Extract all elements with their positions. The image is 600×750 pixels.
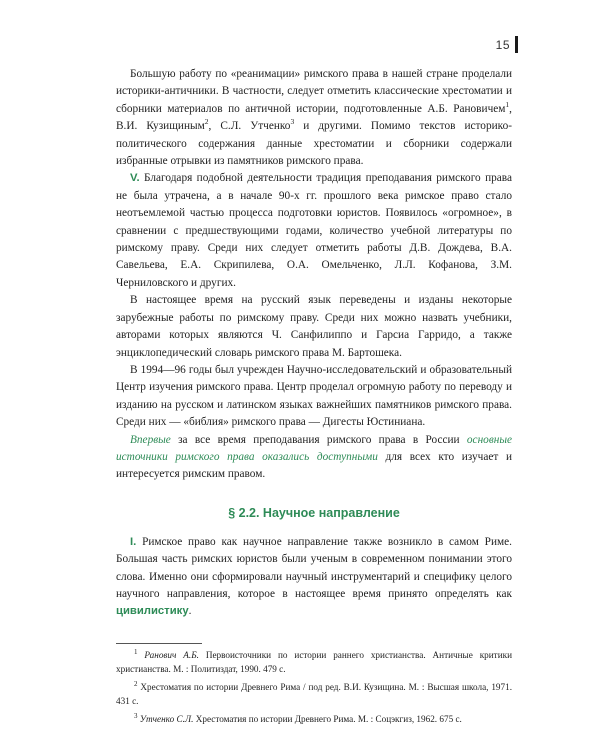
page-marker-bar xyxy=(515,36,518,53)
paragraph-5 xyxy=(116,432,512,484)
emphasis: основные источники римского права оказались доступными xyxy=(116,433,512,463)
footnote-3 xyxy=(116,712,512,726)
text: Благодаря подобной деятельности традиция преподавания римского права не была утрачена, а в начале 90-х гг. прошлого века римское право стало неотъемлемой частью процесса подготовки юристов. Появилось «огромное», в сравнении с предшествующими годами, количество учебной литературы по римскому праву. Среди них следует отметить работы Д.В. Дождева, В.А. Савельева, Е.А. Скрипилева, О.А. Омельченко, Л.Л. Кофанова, З.М. Черниловского и других. xyxy=(116,172,512,289)
text: и другими. Помимо текстов историко-политического содержания данные хрестоматии и сборники содержали избранные отрывки из памятников римского права. xyxy=(116,120,512,168)
footnote-ref-1[interactable]: 1 xyxy=(505,100,510,110)
text: для всех кто изучает и интересуется римским правом. xyxy=(116,450,512,481)
footnote-text: Хрестоматия по истории Древнего Рима / под ред. В.И. Кузищина. М. : Высшая школа, 1971. 431 с. xyxy=(116,681,513,706)
footnote-text: Хрестоматия по истории Древнего Рима. М. : Соцэкгиз, 1962. 675 с. xyxy=(193,713,462,724)
paragraph-number: V. xyxy=(130,172,140,185)
paragraph-2 xyxy=(116,170,512,292)
paragraph-1 xyxy=(116,66,512,170)
footnote-2 xyxy=(116,680,512,708)
footnote-number: 1 xyxy=(134,647,138,656)
footnote-1 xyxy=(116,648,512,676)
text: Большую работу по «реанимации» римского права в нашей стране проделали историки-античники. В частности, следует отметить классические хрестоматии и сборники материалов по античной истории, подготовленные А.Б. Рановичем xyxy=(116,68,512,115)
key-term: цивилистику xyxy=(116,605,189,618)
footnote-number: 2 xyxy=(134,679,138,688)
text: Римское право как научное направление также возникло в самом Риме. Большая часть римских юристов были ученым в современном понимании этого слова. Именно они сформировали научный инструментарий и специфику целого научного направления, которое в настоящее время принято определять как xyxy=(116,535,512,600)
emphasis: Впервые xyxy=(130,433,171,446)
text: . xyxy=(188,605,192,618)
paragraph-4: В 1994—96 годы был учрежден Научно-исследовательский и образовательный Центр изучения римского права. Центр проделал огромную работу по переводу и изданию на русском и латинском языках важнейших памятников римского права. Среди них — «библия» римского права — Дигесты Юстиниана. xyxy=(116,363,512,429)
footnote-author: Ранович А.Б. xyxy=(144,649,199,660)
page-number: 15 xyxy=(495,38,510,52)
section-heading: § 2.2. Научное направление xyxy=(228,505,400,520)
footnote-number: 3 xyxy=(134,711,138,720)
footnote-author: Утченко С.Л. xyxy=(139,713,194,724)
paragraph-number: I. xyxy=(130,535,137,548)
footnote-ref-3[interactable]: 3 xyxy=(290,117,295,127)
page-content xyxy=(116,66,512,726)
text: за все время преподавания римского права в России xyxy=(170,433,467,446)
text: , С.Л. Утченко xyxy=(208,120,291,133)
paragraph-6 xyxy=(116,534,512,621)
paragraph-3: В настоящее время на русский язык переведены и изданы некоторые зарубежные работы по римскому праву. Среди них можно назвать учебники, авторами которых являются Ч. Санфилиппо и Гарсиа Гарридо, а также энциклопедический словарь римского права М. Бартошека. xyxy=(116,294,512,359)
text: , В.И. Кузищиным xyxy=(116,102,512,133)
footnote-ref-2[interactable]: 2 xyxy=(204,117,209,127)
footnote-text: Первоисточники по истории раннего христианства. Античные критики христианства. М. : Политиздат, 1990. 479 с. xyxy=(116,649,512,674)
footnote-divider xyxy=(116,643,202,644)
